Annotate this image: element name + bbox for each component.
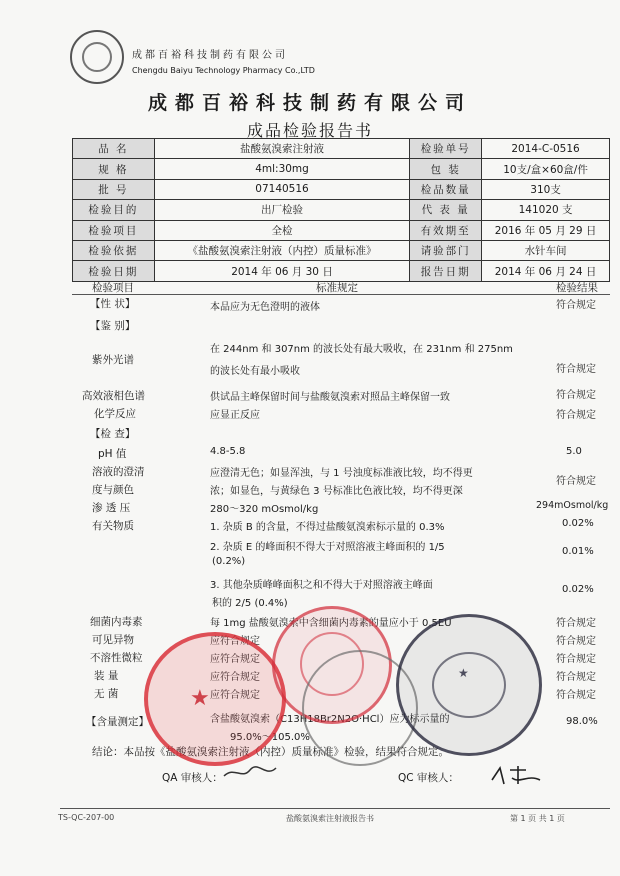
item-standard: 1. 杂质 B 的含量，不得过盐酸氨溴索标示量的 0.3% [210,522,445,533]
item-result: 符合规定 [556,476,596,487]
header-value: 4ml:30mg [154,159,409,179]
header-value: 《盐酸氨溴索注射液（内控）质量标准》 [154,240,409,260]
item-standard: (0.2%) [212,556,246,567]
header-value: 全检 [154,220,409,240]
header-row [73,200,610,220]
section-label: 【检 查】 [90,428,136,440]
item-standard: 每 1mg 盐酸氨溴索中含细菌内毒素的量应小于 0.5EU [210,618,452,629]
item-result: 98.0% [566,716,598,727]
item-result: 符合规定 [556,410,596,421]
header-label: 检验依据 [73,240,155,260]
item-result: 0.01% [562,546,594,557]
item-result: 294mOsmol/kg [536,500,609,511]
item-result: 符合规定 [556,390,596,401]
qa-reviewer-label: QA 审核人： [162,772,223,784]
item-label: 装 量 [94,670,119,682]
item-standard: 积的 2/5 (0.4%) [212,598,288,609]
item-standard: 浓；如显色，与黄绿色 3 号标准比色液比较，均不得更深 [210,486,463,497]
item-standard: 应符合规定 [210,654,260,665]
header-label: 品 名 [73,139,155,159]
item-standard: 2. 杂质 E 的峰面积不得大于对照溶液主峰面积的 1/5 [210,542,445,553]
header-row [73,261,610,281]
item-result: 符合规定 [556,636,596,647]
header-value: 2014 年 06 月 30 日 [154,261,409,281]
item-result: 符合规定 [556,654,596,665]
header-value: 水针车间 [482,240,610,260]
item-standard: 4.8-5.8 [210,446,246,457]
qc-signature [486,762,546,788]
footer-doc-code: TS-QC-207-00 [58,813,115,822]
header-row [73,240,610,260]
header-label: 检验日期 [73,261,155,281]
header-row [73,139,610,159]
footer-divider [60,808,610,809]
item-standard: 的波长处有最小吸收 [210,366,300,377]
item-standard: 应澄清无色；如显浑浊，与 1 号浊度标准液比较，均不得更 [210,468,473,479]
header-label: 检验项目 [73,220,155,240]
header-value: 2014 年 06 月 24 日 [482,261,610,281]
item-standard: 应符合规定 [210,672,260,683]
header-value: 141020 支 [482,200,610,220]
company-title: 成都百裕科技制药有限公司 [147,92,472,114]
header-value: 出厂检验 [154,200,409,220]
header-label: 报告日期 [410,261,482,281]
item-label: 无 菌 [94,688,119,700]
header-value: 盐酸氨溴索注射液 [154,139,409,159]
stamp-star-icon: ★ [190,686,210,711]
footer-doc-title: 盐酸氨溴索注射液报告书 [286,814,374,823]
item-label: 度与颜色 [92,484,134,496]
item-label: 【含量测定】 [86,716,149,728]
section-label: 【鉴 别】 [90,320,136,332]
item-standard: 280～320 mOsmol/kg [210,504,319,515]
header-label: 规 格 [73,159,155,179]
item-label: pH 值 [98,448,127,460]
item-standard: 95.0%～105.0% [230,732,310,743]
item-label: 高效液相色谱 [82,390,145,402]
item-standard: 含盐酸氨溴索（C13H18Br2N2O·HCl）应为标示量的 [210,714,450,725]
stamp-star-icon: ★ [458,666,469,680]
item-label: 化学反应 [94,408,136,420]
header-label: 代 表 量 [410,200,482,220]
stamp-inner-ring [432,652,506,718]
header-value: 310支 [482,179,610,199]
item-label: 细菌内毒素 [90,616,143,628]
header-label: 检验目的 [73,200,155,220]
item-result: 0.02% [562,518,594,529]
header-value: 2016 年 05 月 29 日 [482,220,610,240]
header-label: 有效期至 [410,220,482,240]
company-logo [70,30,124,84]
item-result: 5.0 [566,446,582,457]
item-label: 溶液的澄清 [92,466,145,478]
company-name-cn: 成都百裕科技制药有限公司 [132,50,288,61]
company-red-stamp [144,632,286,766]
header-row [73,220,610,240]
item-standard: 3. 其他杂质峰峰面积之和不得大于对照溶液主峰面 [210,580,433,591]
item-label: 紫外光谱 [92,354,134,366]
footer-page-number: 第 1 页 共 1 页 [510,814,565,823]
col-header-standard: 标准规定 [316,282,358,294]
item-standard: 供试品主峰保留时间与盐酸氨溴索对照品主峰保留一致 [210,392,450,403]
item-standard: 应显正反应 [210,410,260,421]
item-label: 【性 状】 [90,298,136,310]
header-label: 请验部门 [410,240,482,260]
item-result: 符合规定 [556,364,596,375]
col-header-item: 检验项目 [92,282,134,294]
header-value: 2014-C-0516 [482,139,610,159]
item-standard: 应符合规定 [210,636,260,647]
header-table [72,138,610,282]
item-result: 0.02% [562,584,594,595]
item-result: 符合规定 [556,690,596,701]
item-standard: 本品应为无色澄明的液体 [210,302,320,313]
company-name-en: Chengdu Baiyu Technology Pharmacy Co.,LTD [132,66,315,75]
header-value: 07140516 [154,179,409,199]
item-label: 渗 透 压 [92,502,131,514]
report-title: 成品检验报告书 [246,121,373,140]
col-header-result: 检验结果 [556,282,598,294]
item-standard: 在 244nm 和 307nm 的波长处有最大吸收，在 231nm 和 275nm [210,344,513,355]
header-row [73,159,610,179]
header-row [73,179,610,199]
item-label: 不溶性微粒 [90,652,143,664]
item-result: 符合规定 [556,672,596,683]
item-result: 符合规定 [556,300,596,311]
item-result: 符合规定 [556,618,596,629]
item-label: 有关物质 [92,520,134,532]
item-standard: 应符合规定 [210,690,260,701]
header-label: 批 号 [73,179,155,199]
header-label: 检验单号 [410,139,482,159]
header-label: 包 装 [410,159,482,179]
header-label: 检品数量 [410,179,482,199]
header-value: 10支/盒×60盒/件 [482,159,610,179]
conclusion-text: 结论：本品按《盐酸氨溴索注射液（内控）质量标准》检验，结果符合规定。 [92,746,449,758]
qc-reviewer-label: QC 审核人： [398,772,459,784]
item-label: 可见异物 [92,634,134,646]
divider [72,294,610,295]
